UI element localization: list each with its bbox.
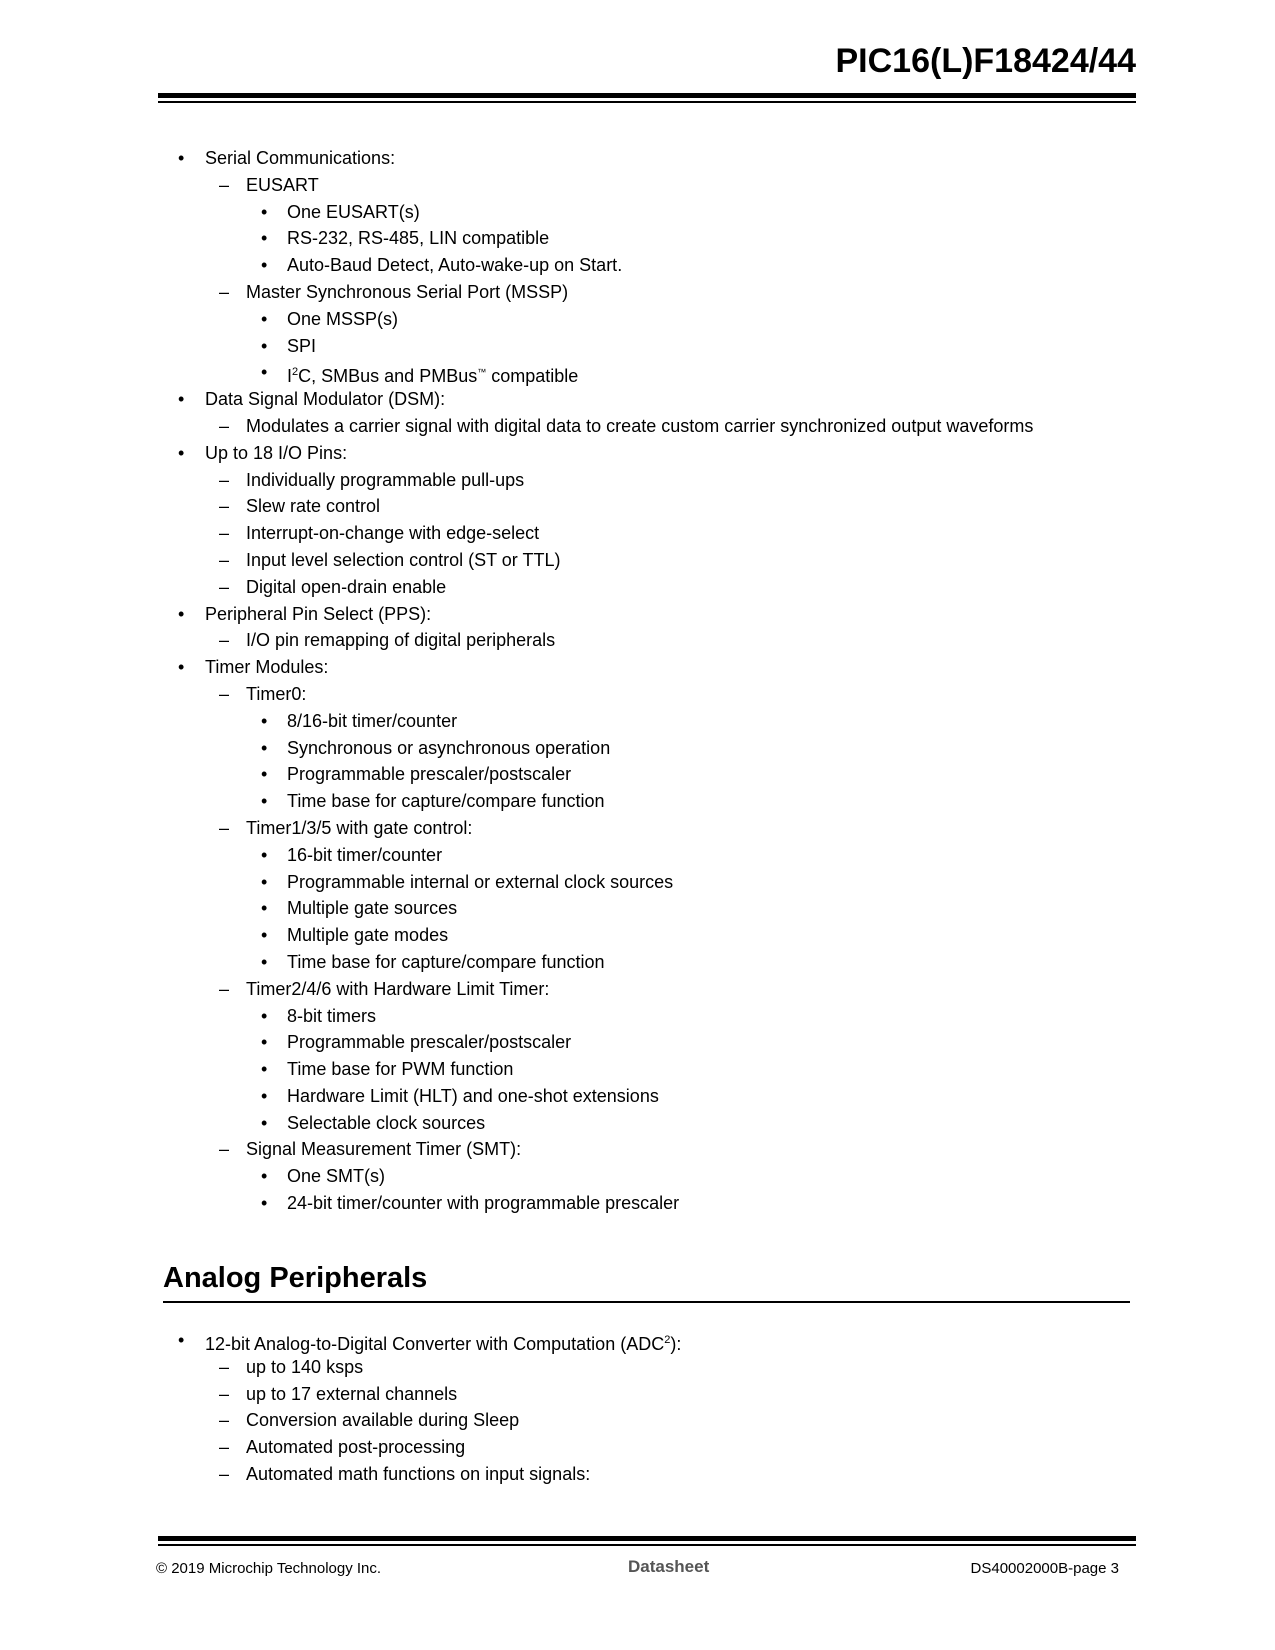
list-item (0, 574, 1275, 601)
page-title: PIC16(L)F18424/44 (835, 42, 1136, 80)
header-rule-thick (158, 93, 1136, 98)
list-item (0, 976, 1275, 1003)
list-item-text: Synchronous or asynchronous operation (287, 737, 611, 758)
list-item-text: 8/16-bit timer/counter (287, 710, 458, 731)
list-item (0, 1056, 1275, 1083)
dash-marker: – (219, 576, 230, 597)
list-item-text: Multiple gate modes (287, 925, 449, 946)
list-item-text: Time base for PWM function (287, 1059, 514, 1080)
list-item (0, 440, 1275, 467)
list-item (0, 252, 1275, 279)
list-item (0, 627, 1275, 654)
list-item-text: 24-bit timer/counter with programmable prescaler (287, 1193, 680, 1214)
bullet-marker: • (178, 442, 185, 463)
bullet-marker: • (261, 228, 268, 249)
bullet-marker: • (261, 871, 268, 892)
list-item-text: Programmable prescaler/postscaler (287, 1032, 572, 1053)
list-item-text: Peripheral Pin Select (PPS): (205, 603, 432, 624)
list-item-text: up to 140 ksps (246, 1356, 364, 1377)
list-item-text: Programmable prescaler/postscaler (287, 764, 572, 785)
list-item (0, 1381, 1275, 1408)
list-item (0, 172, 1275, 199)
list-item (0, 1110, 1275, 1137)
footer-rule-thick (158, 1536, 1136, 1541)
list-item-text: Hardware Limit (HLT) and one-shot extensions (287, 1085, 659, 1106)
list-item (0, 1354, 1275, 1381)
dash-marker: – (219, 469, 230, 490)
bullet-marker: • (261, 1059, 268, 1080)
list-item-text: One MSSP(s) (287, 308, 399, 329)
list-item-text: Timer2/4/6 with Hardware Limit Timer: (246, 978, 550, 999)
dash-marker: – (219, 630, 230, 651)
list-item (0, 333, 1275, 360)
list-item-text: up to 17 external channels (246, 1383, 458, 1404)
bullet-marker: • (261, 951, 268, 972)
list-item-text: Master Synchronous Serial Port (MSSP) (246, 281, 569, 302)
bullet-marker: • (261, 925, 268, 946)
list-item (0, 681, 1275, 708)
list-item-text: Programmable internal or external clock sources (287, 871, 674, 892)
list-item-text: Conversion available during Sleep (246, 1410, 520, 1431)
list-item-text: I/O pin remapping of digital peripherals (246, 630, 556, 651)
section-heading: Analog Peripherals (163, 1262, 428, 1294)
bullet-marker: • (261, 764, 268, 785)
list-item (0, 547, 1275, 574)
list-item (0, 145, 1275, 172)
list-item (0, 1407, 1275, 1434)
list-item (0, 225, 1275, 252)
list-item-text: Time base for capture/compare function (287, 951, 605, 972)
feature-list (0, 145, 1275, 1217)
list-item (0, 386, 1275, 413)
list-item-text: 8-bit timers (287, 1005, 377, 1026)
list-item-text: Timer1/3/5 with gate control: (246, 817, 473, 838)
list-item-text: Time base for capture/compare function (287, 791, 605, 812)
list-item (0, 1163, 1275, 1190)
bullet-marker: • (261, 362, 268, 383)
list-item (0, 1029, 1275, 1056)
list-item (0, 735, 1275, 762)
list-item (0, 949, 1275, 976)
list-item-text: Interrupt-on-change with edge-select (246, 523, 540, 544)
bullet-marker: • (261, 844, 268, 865)
list-item (0, 1083, 1275, 1110)
header-rule-thin (158, 101, 1136, 103)
list-item (0, 279, 1275, 306)
bullet-marker: • (261, 1166, 268, 1187)
bullet-marker: • (261, 255, 268, 276)
dash-marker: – (219, 817, 230, 838)
list-item-text: One SMT(s) (287, 1166, 386, 1187)
bullet-marker: • (178, 389, 185, 410)
list-item-text: Multiple gate sources (287, 898, 458, 919)
dash-marker: – (219, 1463, 230, 1484)
bullet-marker: • (261, 1005, 268, 1026)
list-item-text: EUSART (246, 174, 319, 195)
list-item-text: $I^2C$, SMBus and PMBus™ compatible (287, 366, 579, 387)
list-item-text: Signal Measurement Timer (SMT): (246, 1139, 522, 1160)
bullet-marker: • (178, 657, 185, 678)
list-item-text: Data Signal Modulator (DSM): (205, 389, 446, 410)
footer-rule-thin (158, 1544, 1136, 1546)
bullet-marker: • (261, 1085, 268, 1106)
bullet-marker: • (261, 898, 268, 919)
bullet-marker: • (178, 148, 185, 168)
analog-feature-list (0, 1327, 1275, 1488)
bullet-marker: • (261, 335, 268, 356)
dash-marker: – (219, 1437, 230, 1458)
list-item-text: Auto-Baud Detect, Auto-wake-up on Start. (287, 255, 623, 276)
dash-marker: – (219, 978, 230, 999)
list-item (0, 601, 1275, 628)
list-item-text: Modulates a carrier signal with digital data to create custom carrier synchronized output waveforms (246, 415, 1034, 436)
list-item (0, 1190, 1275, 1217)
list-item-text: Timer0: (246, 683, 307, 704)
bullet-marker: • (261, 737, 268, 758)
list-item-text: Selectable clock sources (287, 1112, 486, 1133)
list-item (0, 1136, 1275, 1163)
list-item (0, 761, 1275, 788)
footer-doc-type: Datasheet (628, 1557, 710, 1576)
list-item-text: 16-bit timer/counter (287, 844, 443, 865)
bullet-marker: • (178, 1330, 185, 1350)
dash-marker: – (219, 281, 230, 302)
dash-marker: – (219, 549, 230, 570)
footer-copyright: © 2019 Microchip Technology Inc. (156, 1560, 382, 1577)
list-item-text: Digital open-drain enable (246, 576, 447, 597)
section-rule (163, 1301, 1130, 1303)
dash-marker: – (219, 523, 230, 544)
list-item-text: Up to 18 I/O Pins: (205, 442, 348, 463)
list-item (0, 520, 1275, 547)
list-item-text: Automated math functions on input signals: (246, 1463, 591, 1484)
list-item (0, 1461, 1275, 1488)
list-item-text: Automated post-processing (246, 1437, 466, 1458)
bullet-marker: • (261, 1193, 268, 1214)
dash-marker: – (219, 1383, 230, 1404)
list-item-text: RS-232, RS-485, LIN compatible (287, 228, 550, 249)
list-item (0, 922, 1275, 949)
bullet-marker: • (261, 791, 268, 812)
dash-marker: – (219, 1356, 230, 1377)
dash-marker: – (219, 174, 230, 195)
list-item (0, 788, 1275, 815)
list-item-text: Slew rate control (246, 496, 381, 517)
dash-marker: – (219, 1410, 230, 1431)
list-item-text: SPI (287, 335, 317, 356)
list-item-text: Individually programmable pull-ups (246, 469, 525, 490)
list-item (0, 842, 1275, 869)
list-item (0, 708, 1275, 735)
list-item-text: Timer Modules: (205, 657, 329, 678)
bullet-marker: • (261, 1112, 268, 1133)
list-item (0, 413, 1275, 440)
list-item (0, 895, 1275, 922)
bullet-marker: • (261, 1032, 268, 1053)
bullet-marker: • (261, 710, 268, 731)
bullet-marker: • (261, 308, 268, 329)
list-item-text: 12-bit Analog-to-Digital Converter with Computation (ADC$^2$): (205, 1334, 682, 1354)
list-item (0, 467, 1275, 494)
list-item (0, 306, 1275, 333)
list-item-text: Input level selection control (ST or TTL) (246, 549, 561, 570)
footer-page-ref: DS40002000B-page 3 (970, 1560, 1119, 1577)
dash-marker: – (219, 1139, 230, 1160)
list-item (0, 359, 1275, 386)
list-item (0, 493, 1275, 520)
list-item-text: One EUSART(s) (287, 201, 420, 222)
list-item (0, 815, 1275, 842)
bullet-marker: • (261, 201, 268, 222)
dash-marker: – (219, 415, 230, 436)
list-item (0, 1327, 1275, 1354)
list-item (0, 869, 1275, 896)
dash-marker: – (219, 683, 230, 704)
list-item (0, 199, 1275, 226)
list-item (0, 654, 1275, 681)
list-item-text: Serial Communications: (205, 148, 396, 168)
bullet-marker: • (178, 603, 185, 624)
list-item (0, 1003, 1275, 1030)
dash-marker: – (219, 496, 230, 517)
list-item (0, 1434, 1275, 1461)
